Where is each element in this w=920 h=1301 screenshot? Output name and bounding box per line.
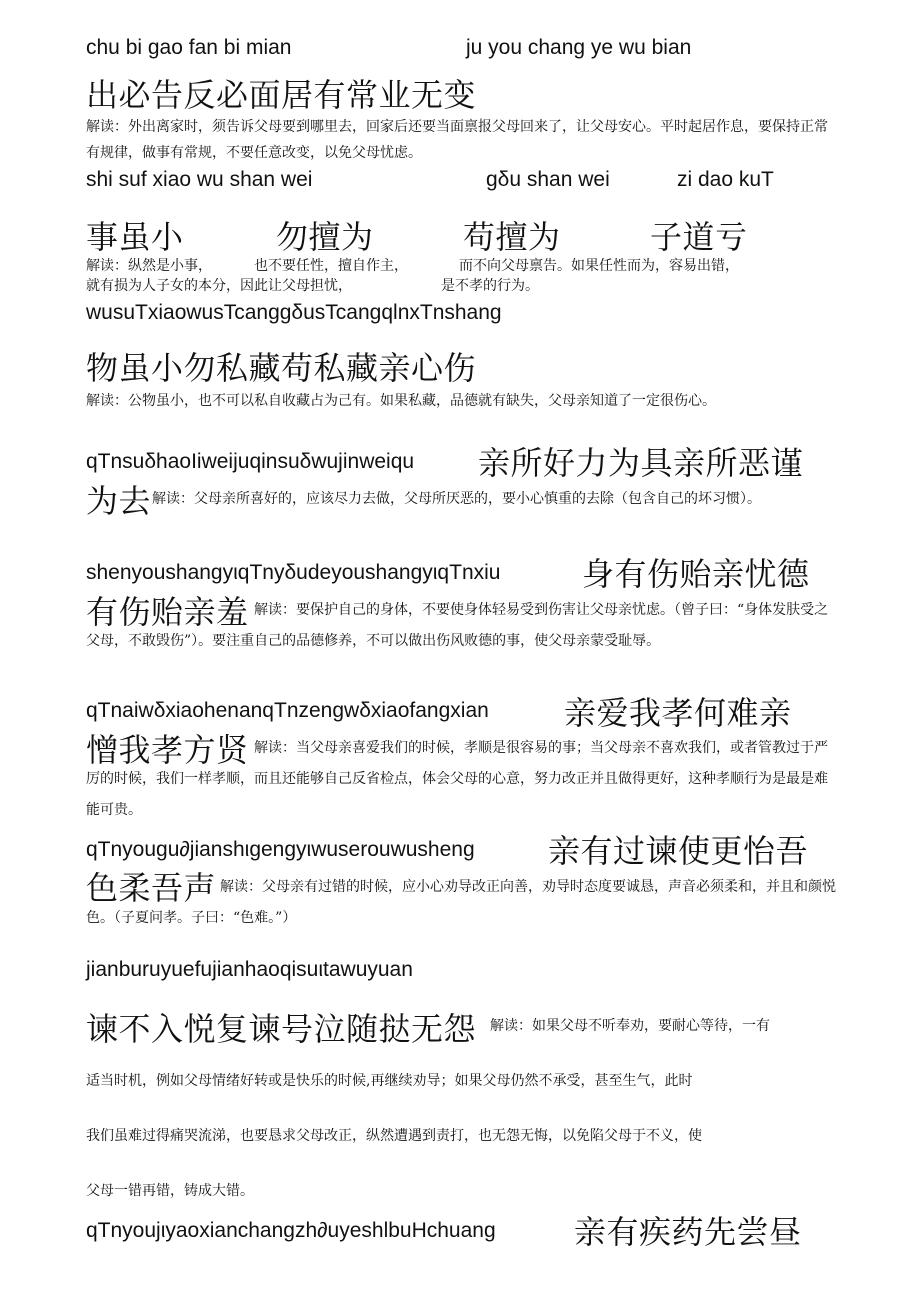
verse-line-7a: 亲有过谏使更怡吾	[548, 832, 809, 870]
pinyin-line-2c: zi dao kuT	[677, 168, 774, 191]
explanation-label: 解读：	[152, 491, 194, 507]
verse-line-7b: 色柔吾声	[86, 869, 217, 907]
explanation-2e: 是不孝的行为。	[441, 278, 539, 294]
verse-phrase-2a: 事虽小	[86, 218, 184, 256]
explanation-label: 解读：	[86, 119, 128, 135]
pinyin-line-2b: gδu shan wei	[486, 168, 610, 191]
verse-line-5a: 身有伤贻亲忧德	[582, 555, 810, 593]
explanation-2d: 就有损为人子女的本分，因此让父母担忧，	[86, 278, 352, 294]
pinyin-line-5: shenyoushangyιqTnyδudeyoushangyιqTnxiu	[86, 561, 501, 584]
pinyin-line-6: qTnaiwδxiaohenanqTnzengwδxiaofangxian	[86, 699, 489, 722]
explanation-text: 当父母亲喜爱我们的时候，孝顺是很容易的事；当父母亲不喜欢我们，或者管教过于严厉的时候，我们一样孝顺，而且还能够自己反省检点，体会父母的心意，努力改正并且做得更好，这种孝顺行为是最是难能可贵。	[86, 740, 828, 818]
explanation-2c: 而不向父母禀告。如果任性而为，容易出错，	[459, 258, 739, 274]
pinyin-line-8: jianburuyuefujianhaoqisuιtawuyuan	[86, 958, 413, 981]
verse-line-3: 物虽小勿私藏苟私藏亲心伤	[86, 349, 477, 387]
explanation-7	[86, 872, 836, 934]
explanation-label: 解读：	[254, 602, 296, 618]
explanation-8d: 父母一错再错，铸成大错。	[86, 1183, 254, 1199]
explanation-6	[86, 733, 836, 826]
explanation-text: 父母亲所喜好的，应该尽力去做，父母所厌恶的，要小心慎重的去除（包含自己的坏习惯）。	[194, 491, 761, 507]
explanation-label: 解读：	[254, 740, 296, 756]
explanation-label: 解读：	[490, 1018, 532, 1034]
explanation-8b: 适当时机，例如父母情绪好转或是快乐的时候,再继续劝导；如果父母仍然不承受，甚至生气，此时	[86, 1073, 693, 1089]
explanation-text: 父母亲有过错的时候，应小心劝导改正向善，劝导时态度要诚恳，声音必须柔和，并且和颜悦色。（子夏问孝。子曰：“色难。”）	[86, 879, 836, 926]
explanation-label: 解读：	[86, 258, 128, 274]
pinyin-line-9: qTnyoujιyaoxianchangzh∂uyeshlbuHchuang	[86, 1219, 496, 1242]
verse-line-5b: 有伤贻亲羞	[86, 593, 249, 631]
explanation-3	[86, 388, 826, 414]
verse-line-9: 亲有疾药先尝昼	[574, 1213, 802, 1251]
pinyin-line-1b: ju you chang ye wu bian	[466, 36, 692, 59]
explanation-text: 纵然是小事，	[128, 258, 212, 274]
explanation-5	[86, 595, 836, 657]
explanation-text: 外出离家时，须告诉父母要到哪里去，回家后还要当面禀报父母回来了，让父母安心。平时起居作息，要保持正常有规律，做事有常规，不要任意改变，以免父母忧虑。	[86, 119, 828, 161]
explanation-4	[86, 486, 836, 512]
verse-phrase-2c: 苟擅为	[463, 218, 561, 256]
verse-phrase-2b: 勿擅为	[276, 218, 374, 256]
explanation-1	[86, 114, 836, 166]
explanation-label: 解读：	[220, 879, 262, 895]
explanation-label: 解读：	[86, 393, 128, 409]
pinyin-line-2a: shi suf xiao wu shan wei	[86, 168, 313, 191]
verse-line-1: 出必告反必面居有常业无变	[86, 76, 477, 114]
verse-line-4a: 亲所好力为具亲所恶谨	[478, 444, 804, 482]
explanation-8c: 我们虽难过得痛哭流涕，也要恳求父母改正，纵然遭遇到责打，也无怨无悔，以免陷父母于不义，使	[86, 1128, 702, 1144]
explanation-text: 要保护自己的身体，不要使身体轻易受到伤害让父母亲忧虑。（曾子曰：“身体发肤受之父母，不敢毁伤”）。要注重自己的品德修养，不可以做出伤风败德的事，使父母亲蒙受耻辱。	[86, 602, 829, 649]
verse-line-6b: 憎我孝方贤	[86, 731, 249, 769]
explanation-text: 如果父母不听奉劝，要耐心等待，一有	[532, 1018, 770, 1034]
pinyin-line-7: qTnyougu∂jianshιgengyιwuserouwusheng	[86, 838, 475, 861]
pinyin-line-3: wusuTxiaowusTcanggδusTcangqlnxTnshang	[86, 301, 502, 324]
explanation-text: 公物虽小，也不可以私自收藏占为己有。如果私藏，品德就有缺失，父母亲知道了一定很伤心。	[128, 393, 716, 409]
pinyin-line-4: qTnsuδhaoIiweijuqinsuδwujinweiqu	[86, 450, 415, 473]
verse-line-4b: 为去	[86, 482, 152, 520]
verse-line-8: 谏不入悦复谏号泣随挞无怨	[86, 1010, 477, 1048]
pinyin-line-1a: chu bi gao fan bi mian	[86, 36, 292, 59]
explanation-2b: 也不要任性，擅自作主，	[254, 258, 408, 274]
verse-line-6a: 亲爱我孝何难亲	[564, 694, 792, 732]
verse-phrase-2d: 子道亏	[650, 218, 748, 256]
explanation-8a	[490, 1013, 770, 1039]
